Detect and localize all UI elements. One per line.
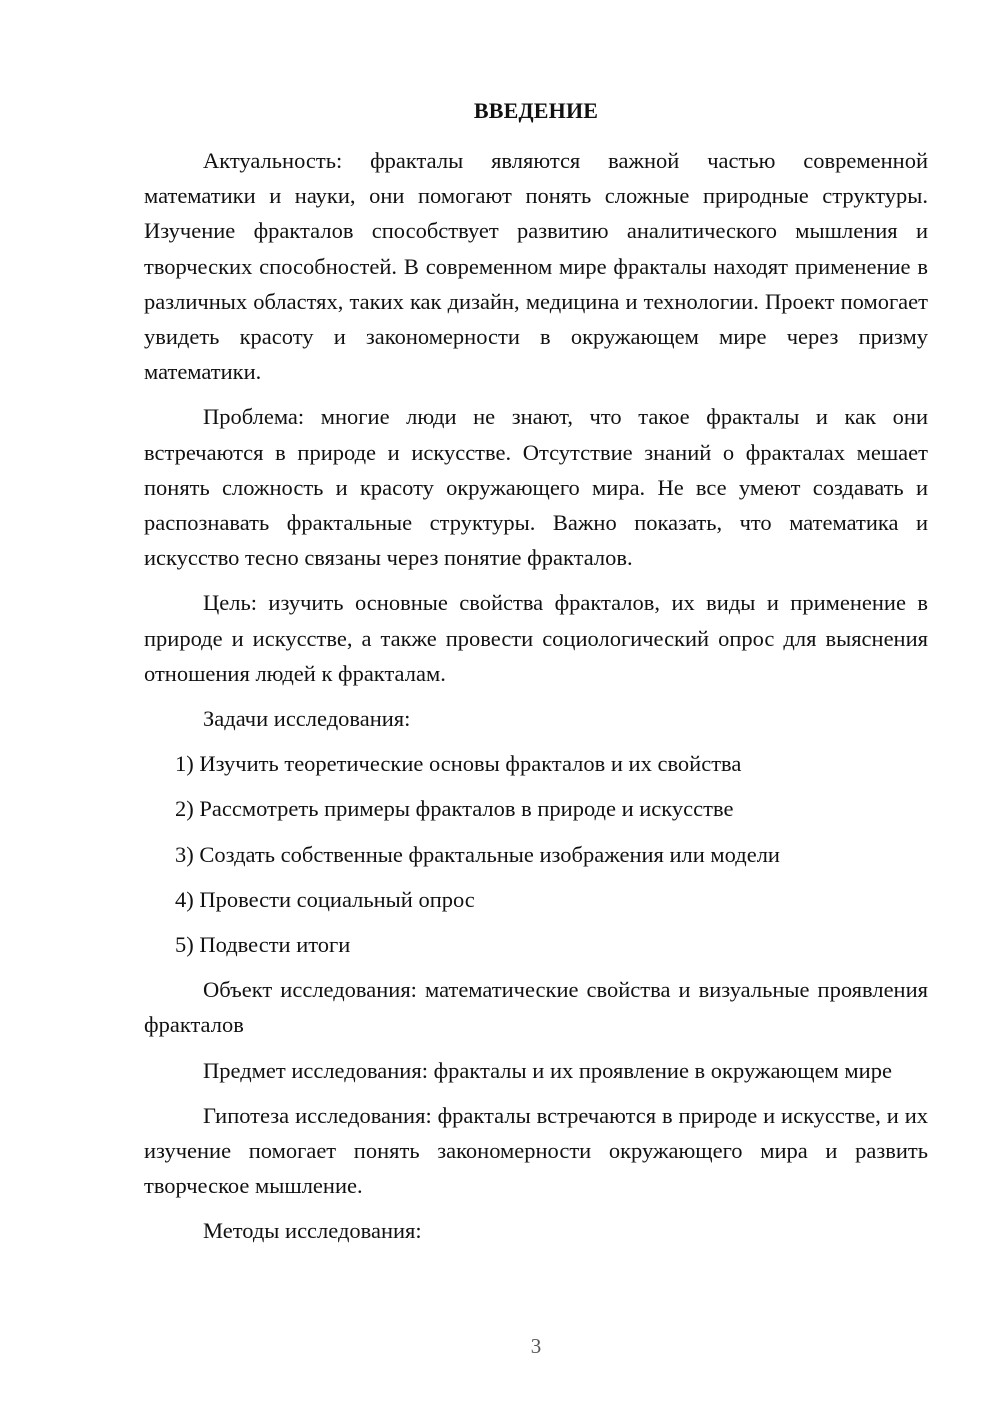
list-item: 1) Изучить теоретические основы фракталов и их свойства: [175, 751, 742, 777]
paragraph-subject: Предмет исследования: фракталы и их проявление в окружающем мире: [203, 1057, 892, 1083]
tasks-list: [144, 746, 928, 962]
paragraph-methods-heading: Методы исследования:: [203, 1218, 422, 1244]
list-item: 5) Подвести итоги: [175, 932, 351, 958]
paragraph-hypothesis: Гипотеза исследования: фракталы встречаются в природе и искусстве, и их изучение помогает понять закономерности окружающего мира и развить творческое мышление.: [144, 1102, 928, 1199]
list-item: 2) Рассмотреть примеры фракталов в природе и искусстве: [175, 796, 734, 822]
paragraph-relevance: Актуальность: фракталы являются важной частью современной математики и науки, они помогают понять сложные природные структуры. Изучение фракталов способствует развитию аналитического мышления и творческих способностей. В современном мире фракталы находят применение в различных областях, таких как дизайн, медицина и технологии. Проект помогает увидеть красоту и закономерности в окружающем мире через призму математики.: [144, 148, 928, 385]
paragraph-object: Объект исследования: математические свойства и визуальные проявления фракталов: [144, 977, 928, 1038]
page-number: 3: [530, 1334, 542, 1358]
paragraph-tasks-heading: Задачи исследования:: [203, 706, 411, 732]
list-item: 4) Провести социальный опрос: [175, 886, 475, 912]
paragraph-goal: Цель: изучить основные свойства фракталов, их виды и применение в природе и искусстве, а также провести социологический опрос для выяснения отношения людей к фракталам.: [144, 590, 928, 686]
page-title: ВВЕДЕНИЕ: [473, 98, 599, 123]
document-body: [144, 143, 928, 1259]
list-item: 3) Создать собственные фрактальные изображения или модели: [175, 841, 780, 867]
paragraph-problem: Проблема: многие люди не знают, что такое фракталы и как они встречаются в природе и искусстве. Отсутствие знаний о фракталах мешает понять сложность и красоту окружающего мира. Не все умеют создавать и распознавать фрактальные структуры. Важно показать, что математика и искусство тесно связаны через понятие фракталов.: [144, 404, 928, 571]
